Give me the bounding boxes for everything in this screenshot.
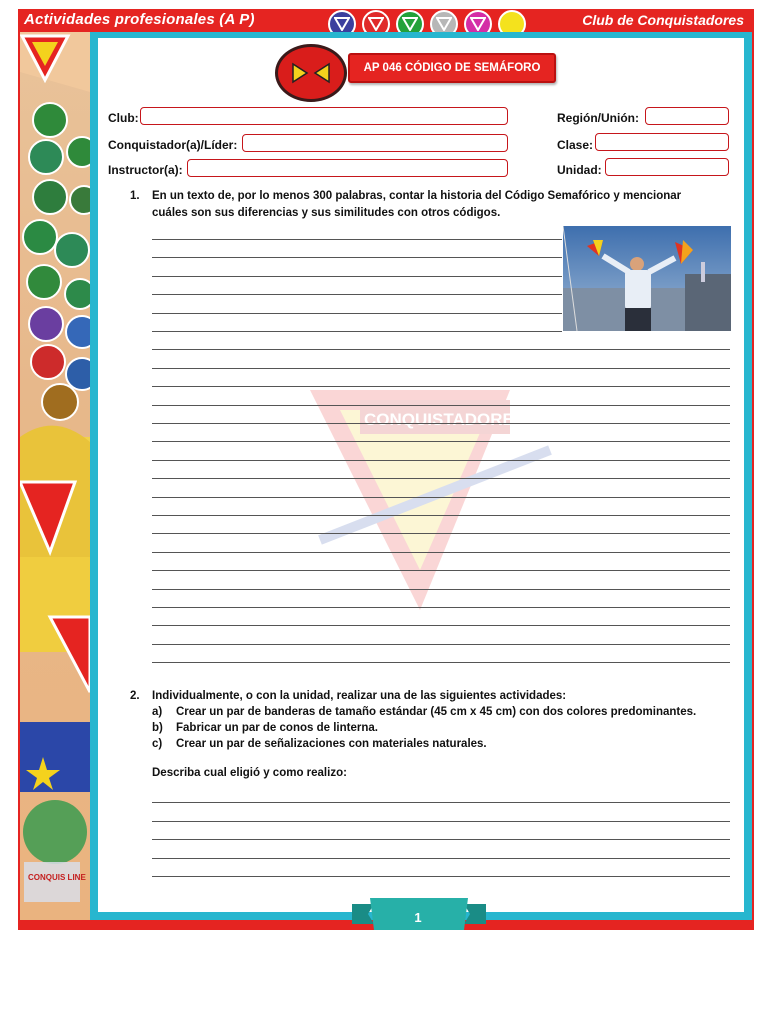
instructor-label: Instructor(a): — [108, 163, 183, 177]
semaphore-badge — [275, 44, 347, 102]
answer-line[interactable] — [152, 257, 562, 258]
q2-option-c-letter: c) — [152, 738, 163, 750]
instructor-field[interactable] — [187, 159, 508, 177]
club-field[interactable] — [140, 107, 508, 125]
answer-line[interactable] — [152, 515, 730, 516]
conquistador-label: Conquistador(a)/Líder: — [108, 138, 238, 152]
answer-line[interactable] — [152, 802, 730, 803]
q2-option-a-letter: a) — [152, 706, 163, 718]
sidebar-logo-text: CONQUIS LINE — [28, 873, 86, 882]
answer-line[interactable] — [152, 423, 730, 424]
unidad-label: Unidad: — [557, 163, 602, 177]
answer-line[interactable] — [152, 294, 562, 295]
answer-line[interactable] — [152, 441, 730, 442]
answer-line[interactable] — [152, 313, 562, 314]
answer-line[interactable] — [152, 405, 730, 406]
answer-line[interactable] — [152, 276, 562, 277]
answer-line[interactable] — [152, 460, 730, 461]
q1-line-1: En un texto de, por lo menos 300 palabras, contar la historia del Código Semafórico y mencionar — [152, 190, 682, 202]
answer-line[interactable] — [152, 331, 562, 332]
answer-line[interactable] — [152, 533, 730, 534]
sidebar-decoration — [20, 32, 90, 920]
answer-line[interactable] — [152, 858, 730, 859]
q2-option-b-letter: b) — [152, 722, 163, 734]
region-field[interactable] — [645, 107, 729, 125]
clase-field[interactable] — [595, 133, 729, 151]
answer-line[interactable] — [152, 570, 730, 571]
sailor-signaling-image — [563, 226, 731, 331]
unidad-field[interactable] — [605, 158, 729, 176]
answer-line[interactable] — [152, 478, 730, 479]
header-left-title: Actividades profesionales (A P) — [24, 11, 255, 28]
answer-line[interactable] — [152, 552, 730, 553]
clase-label: Clase: — [557, 138, 594, 152]
q2-describe: Describa cual eligió y como realizo: — [152, 767, 347, 779]
page-number: 1 — [414, 910, 422, 925]
header-right-title: Club de Conquistadores — [582, 12, 744, 28]
answer-line[interactable] — [152, 368, 730, 369]
answer-line[interactable] — [152, 839, 730, 840]
q1-text — [152, 188, 732, 222]
sidebar-artwork — [20, 32, 90, 920]
conquistador-field[interactable] — [242, 134, 508, 152]
answer-line[interactable] — [152, 386, 730, 387]
q1-line-2: cuáles son sus diferencias y sus similitudes con otros códigos. — [152, 207, 501, 219]
watermark-text: CONQUISTADORES — [364, 410, 526, 429]
answer-line[interactable] — [152, 662, 730, 663]
q2-option-b-text: Fabricar un par de conos de linterna. — [176, 722, 378, 734]
q2-option-c-text: Crear un par de señalizaciones con materiales naturales. — [176, 738, 487, 750]
q1-number: 1. — [130, 190, 140, 202]
q2-number: 2. — [130, 690, 140, 702]
club-label: Club: — [108, 111, 139, 125]
answer-line[interactable] — [152, 607, 730, 608]
answer-line[interactable] — [152, 876, 730, 877]
answer-line[interactable] — [152, 821, 730, 822]
answer-line[interactable] — [152, 497, 730, 498]
answer-line[interactable] — [152, 239, 562, 240]
q2-option-a-text: Crear un par de banderas de tamaño estándar (45 cm x 45 cm) con dos colores predominantes. — [176, 706, 697, 718]
semaphore-flags-icon — [289, 58, 333, 88]
answer-line[interactable] — [152, 589, 730, 590]
answer-line[interactable] — [152, 644, 730, 645]
semaphore-photo — [563, 226, 731, 331]
q2-intro: Individualmente, o con la unidad, realizar una de las siguientes actividades: — [152, 690, 567, 702]
conquistadores-watermark-icon — [300, 380, 560, 620]
answer-line[interactable] — [152, 625, 730, 626]
activity-title: AP 046 CÓDIGO DE SEMÁFORO — [348, 53, 556, 83]
region-label: Región/Unión: — [557, 111, 639, 125]
answer-line[interactable] — [152, 349, 730, 350]
